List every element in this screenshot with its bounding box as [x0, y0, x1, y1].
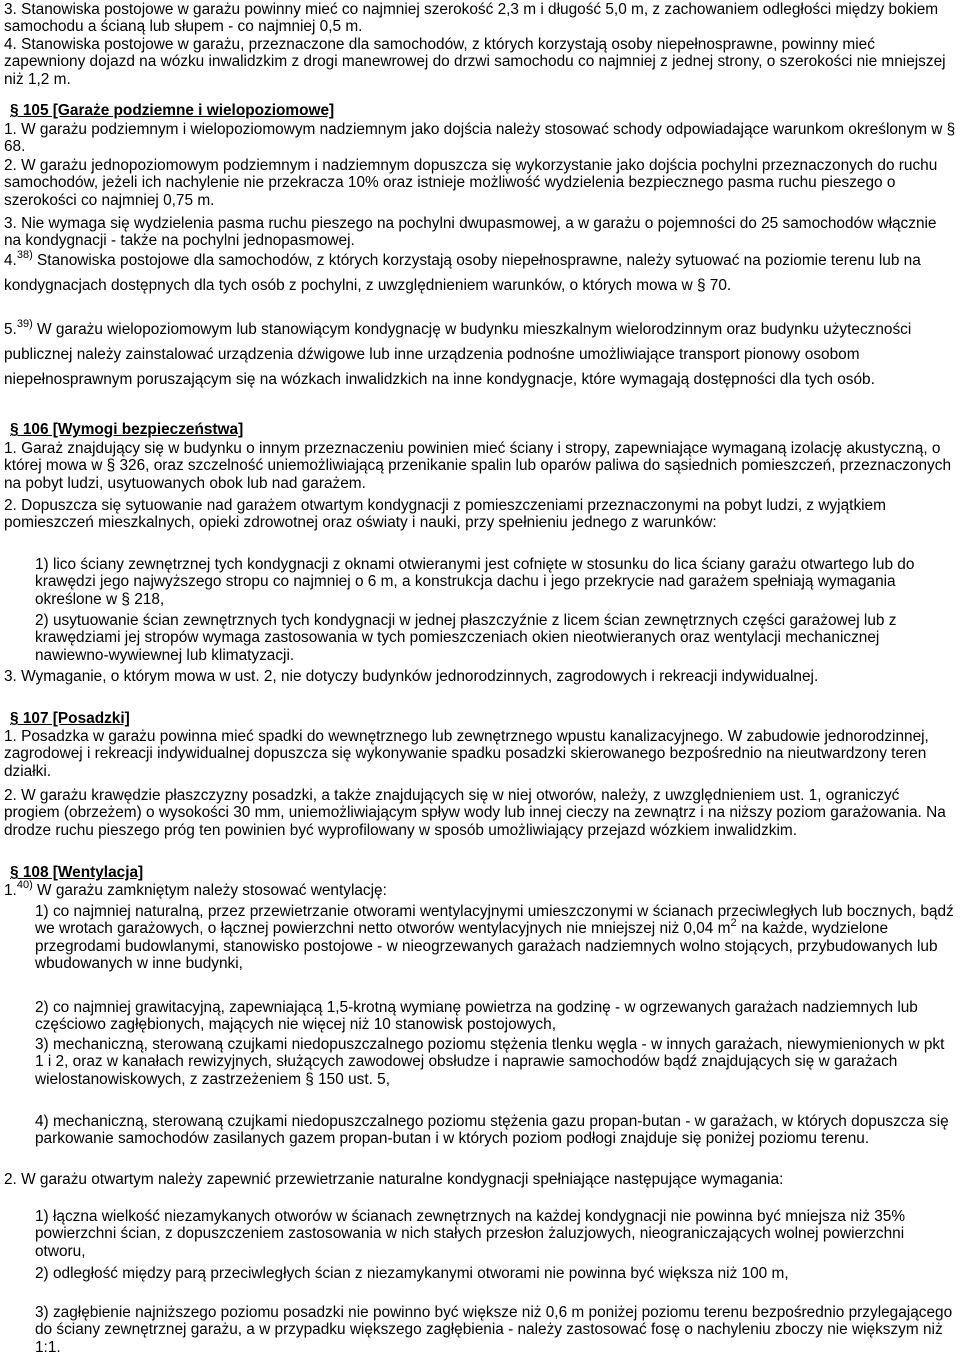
unit-superscript: 2: [730, 917, 737, 930]
paragraph: 3. Wymaganie, o którym mowa w ust. 2, nie dotyczy budynków jednorodzinnych, zagrodowych i rekreacji indywidualnej.: [4, 668, 819, 685]
paragraph: 2. W garażu otwartym należy zapewnić przewietrzanie naturalne kondygnacji spełniające następujące wymagania:: [4, 1171, 784, 1188]
section-heading-107: § 107 [Posadzki]: [10, 710, 130, 727]
paragraph-text: Stanowiska postojowe dla samochodów, z których korzystają osoby niepełnosprawne, należy sytuować na poziomie terenu lub na kondygnacjach dostępnych dla tych osób z pochylni, z uwzględnieniem warunków, o których mowa w § 70.: [4, 252, 921, 294]
list-item: 2) usytuowanie ścian zewnętrznych tych kondygnacji w jednej płaszczyźnie z licem ścian zewnętrznych części garażowej lub z krawędziami jej stropów wymaga zastosowania w tych pomieszczeniach okien nieotwieranych oraz wentylacji mechanicznej nawiewno-wywiewnej lub klimatyzacji.: [35, 612, 897, 664]
paragraph: [4, 317, 956, 392]
paragraph-number: 4.: [4, 252, 17, 269]
list-item: 1) lico ściany zewnętrznej tych kondygnacji z oknami otwieranymi jest cofnięte w stosunku do lica ściany garażu otwartego lub do krawędzi jego najwyższego stropu co najmniej o 6 m, a konstrukcja dachu i jego przekrycie nad garażem spełniają wymagania określone w § 218,: [35, 556, 915, 608]
section-heading-105: § 105 [Garaże podziemne i wielopoziomowe]: [10, 102, 335, 119]
paragraph: 2. W garażu jednopoziomowym podziemnym i nadziemnym dopuszcza się wykorzystanie jako dojścia pochylni przeznaczonych do ruchu samochodów, jeżeli ich nachylenie nie przekracza 10% oraz istnieje możliwość wydzielenia bezpiecznego pasma ruchu pieszego o szerokości co najmniej 0,75 m.: [4, 157, 938, 209]
list-item-text: 1) co najmniej naturalną, przez przewietrzanie otworami wentylacyjnymi umieszczonymi w ścianach przeciwległych lub bocznych, bądź we wrotach garażowych, o łącznej powierzchni netto otworów wentylacyjnych nie mniejszej niż 0,04 m: [35, 903, 954, 938]
paragraph: 1. Garaż znajdujący się w budynku o innym przeznaczeniu powinien mieć ściany i stropy, zapewniające wymaganą izolację akustyczną, o której mowa w § 326, oraz szczelność uniemożliwiającą przenikanie spalin lub oparów paliwa do sąsiednich pomieszczeń, przeznaczonych na pobyt ludzi, usytuowanych obok lub nad garażem.: [4, 440, 952, 492]
paragraph-text: W garażu wielopoziomowym lub stanowiącym kondygnację w budynku mieszkalnym wielorodzinnym oraz budynku użyteczności publicznej należy zainstalować urządzenia dźwigowe lub inne urządzenia podnośne umożliwiające transport pionowy osobom niepełnosprawnym poruszającym się na wózkach inwalidzkich na inne kondygnacje, które wymagają dostępności dla tych osób.: [4, 321, 912, 388]
list-item: 3) mechaniczną, sterowaną czujkami niedopuszczalnego poziomu stężenia tlenku węgla - w innych garażach, niewymienionych w pkt 1 i 2, oraz w kanałach rewizyjnych, służących zawodowej obsłudze i naprawie samochodów bądź znajdujących się w garażach wielostanowiskowych, z zastrzeżeniem § 150 ust. 5,: [35, 1036, 945, 1088]
paragraph: 1. Posadzka w garażu powinna mieć spadki do wewnętrznego lub zewnętrznego wpustu kanalizacyjnego. W zabudowie jednorodzinnej, zagrodowej i rekreacji indywidualnej dopuszcza się wykonywanie spadku posadzki skierowanego bezpośrednio na nieutwardzony teren działki.: [4, 728, 929, 780]
list-item: 2) co najmniej grawitacyjną, zapewniającą 1,5-krotną wymianę powietrza na godzinę - w ogrzewanych garażach nadziemnych lub częściowo zagłębionych, mających nie więcej niż 10 stanowisk postojowych,: [35, 999, 918, 1034]
footnote-ref: 40): [16, 878, 33, 891]
footnote-ref: 38): [16, 248, 33, 261]
list-item: 1) łączna wielkość niezamykanych otworów w ścianach zewnętrznych na każdej kondygnacji nie powinna być mniejsza niż 35% powierzchni ścian, z dopuszczeniem zastosowania w nich stałych przesłon żaluzjowych, nieograniczających wolnej powierzchni otworu,: [35, 1208, 905, 1260]
paragraph: 2. W garażu krawędzie płaszczyzny posadzki, a także znajdujących się w niej otworów, należy, z uwzględnieniem ust. 1, ograniczyć progiem (obrzeżem) o wysokości 30 mm, uniemożliwiającym spływ wody lub innej cieczy na zewnątrz i na niższy poziom garażowania. Na drodze ruchu pieszego próg ten powinien być wyprofilowany w sposób umożliwiający przejazd wózkiem inwalidzkim.: [4, 787, 946, 839]
paragraph-number: 1.: [4, 882, 17, 899]
paragraph-number: 5.: [4, 321, 17, 338]
footnote-ref: 39): [16, 317, 33, 330]
paragraph: 3. Stanowiska postojowe w garażu powinny mieć co najmniej szerokość 2,3 m i długość 5,0 m, z zachowaniem odległości między bokiem samochodu a ścianą lub słupem - co najmniej 0,5 m.: [4, 1, 939, 36]
paragraph: 1. W garażu podziemnym i wielopoziomowym nadziemnym jako dojścia należy stosować schody odpowiadające warunkom określonym w § 68.: [4, 121, 956, 156]
paragraph: 3. Nie wymaga się wydzielenia pasma ruchu pieszego na pochylni dwupasmowej, a w garażu o pojemności do 25 samochodów włącznie na kondygnacji - także na pochylni jednopasmowej.: [4, 215, 937, 250]
list-item: 3) zagłębienie najniższego poziomu posadzki nie powinno być większe niż 0,6 m poniżej poziomu terenu bezpośrednio przylegającego do ściany zewnętrznej garażu, a w przypadku większego zagłębienia - należy zastosować fosę o nachyleniu zboczy nie większym niż 1:1.: [35, 1304, 953, 1356]
paragraph: [4, 248, 956, 298]
paragraph: 2. Dopuszcza się sytuowanie nad garażem otwartym kondygnacji z pomieszczeniami przeznaczonymi na pobyt ludzi, z wyjątkiem pomieszczeń mieszkalnych, opieki zdrowotnej oraz oświaty i nauki, przy spełnieniu jednego z warunków:: [4, 497, 886, 532]
list-item: 4) mechaniczną, sterowaną czujkami niedopuszczalnego poziomu stężenia gazu propan-butan - w garażach, w których dopuszcza się parkowanie samochodów zasilanych gazem propan-butan i w których poziom podłogi znajduje się poniżej poziomu terenu.: [35, 1113, 949, 1148]
paragraph: 4. Stanowiska postojowe w garażu, przeznaczone dla samochodów, z których korzystają osoby niepełnosprawne, powinny mieć zapewniony dojazd na wózku inwalidzkim z drogi manewrowej do drzwi samochodu co najmniej z jednej strony, o szerokości nie mniejszej niż 1,2 m.: [4, 36, 946, 88]
list-item: [35, 903, 956, 973]
section-heading-106: § 106 [Wymogi bezpieczeństwa]: [10, 421, 244, 438]
list-item-text: na każde, wydzielone przegrodami budowlanymi, stanowisko postojowe - w nieogrzewanych garażach nadziemnych wolno stojących, przybudowanych lub wbudowanych w inne budynki,: [35, 920, 938, 973]
paragraph: [4, 878, 956, 899]
paragraph-text: W garażu zamkniętym należy stosować wentylację:: [37, 882, 387, 899]
list-item: 2) odległość między parą przeciwległych ścian z niezamykanymi otworami nie powinna być większa niż 100 m,: [35, 1265, 789, 1282]
section-heading-108: § 108 [Wentylacja]: [10, 864, 144, 881]
